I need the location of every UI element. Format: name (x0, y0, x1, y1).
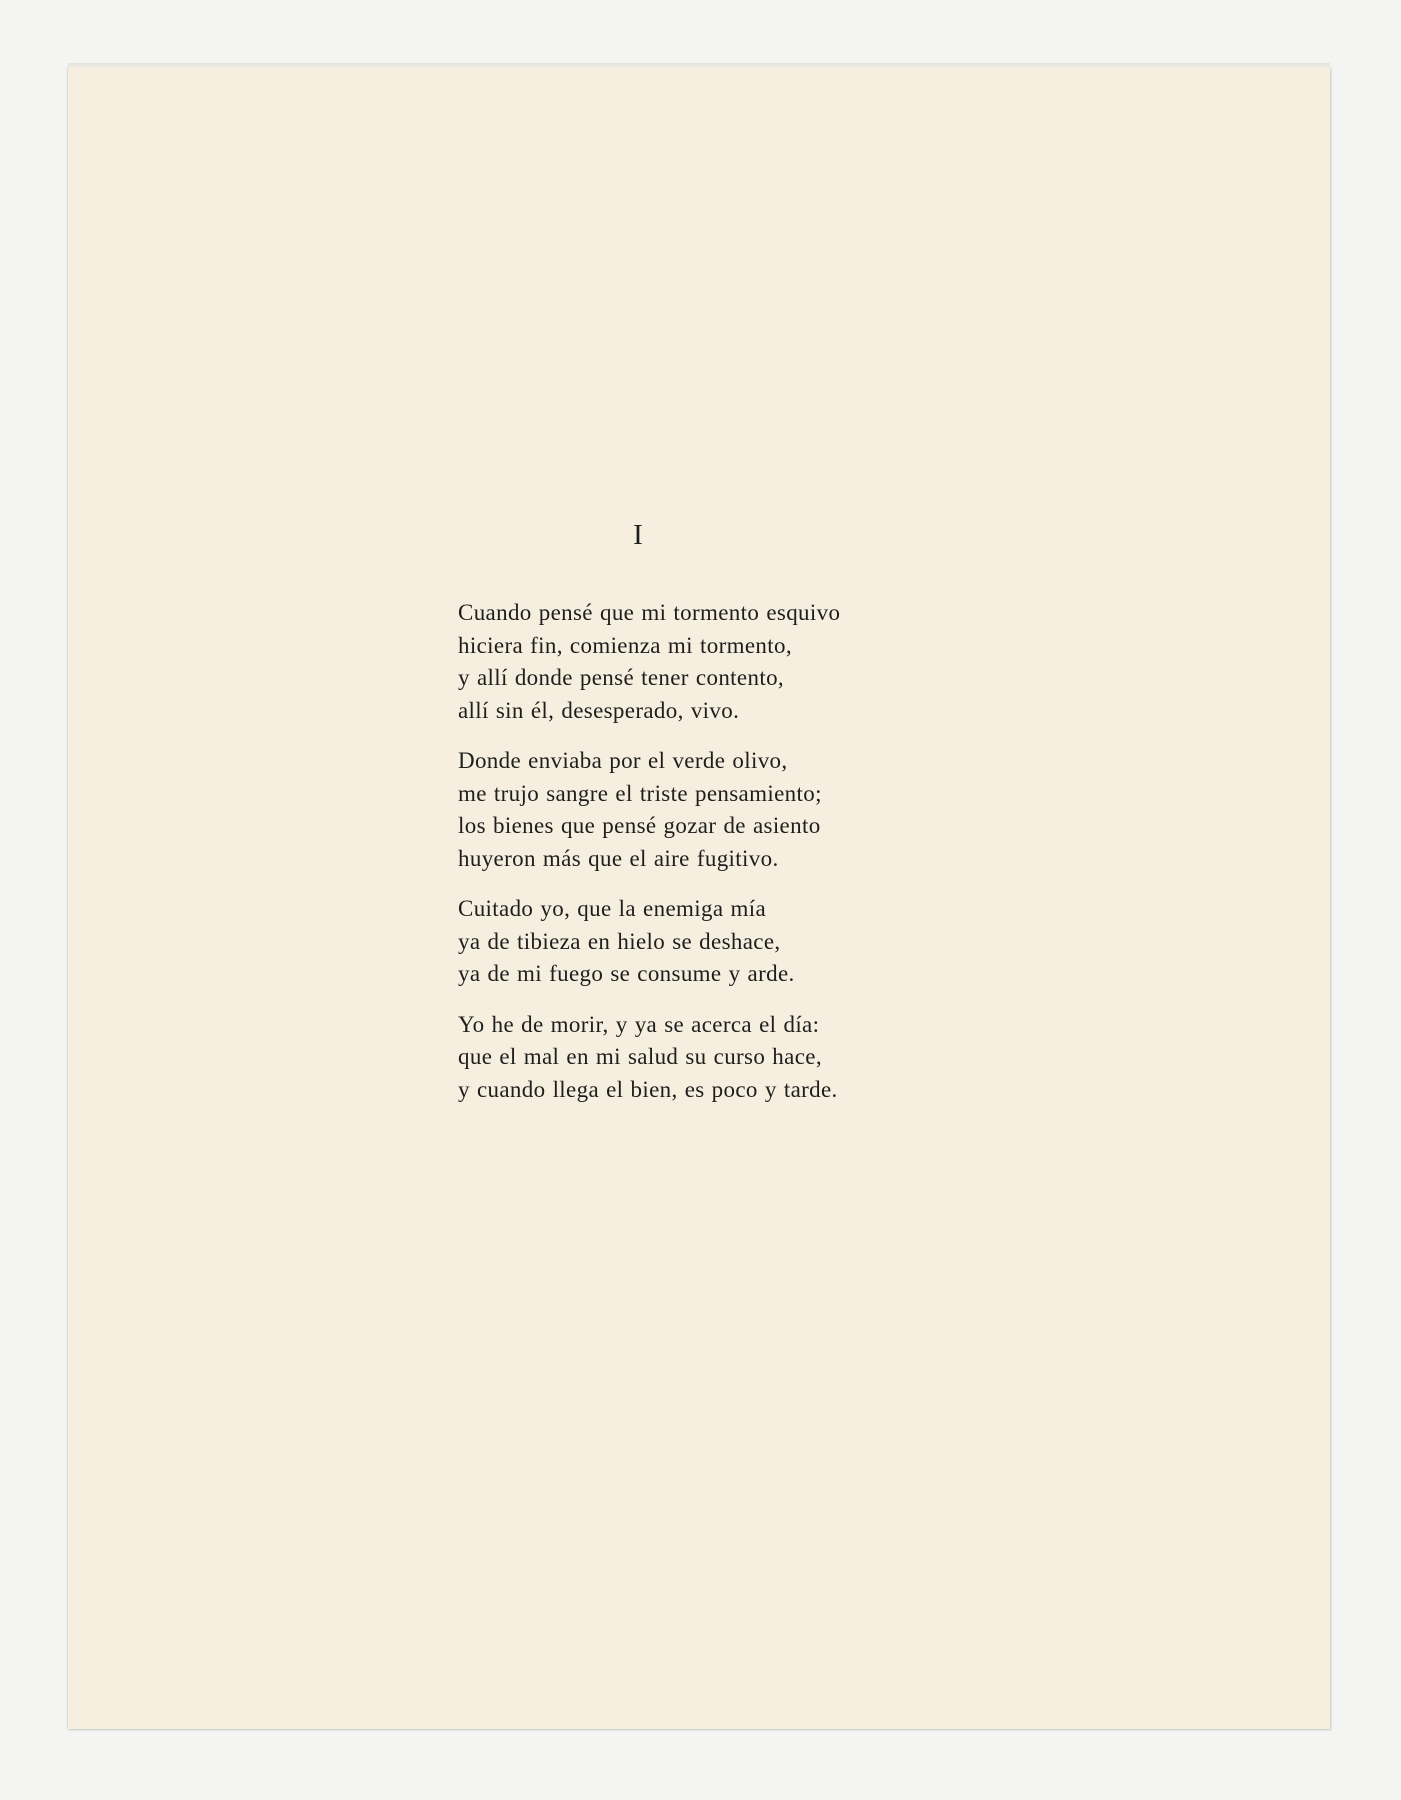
poem-line: Yo he de morir, y ya se acerca el día: (458, 1011, 820, 1037)
poem-line: hiciera fin, comienza mi tormento, (458, 632, 792, 658)
poem-line: allí sin él, desesperado, vivo. (458, 697, 740, 723)
paper-sheet (68, 67, 1330, 1729)
stanza-4 (458, 1009, 840, 1107)
poem-line: que el mal en mi salud su curso hace, (458, 1044, 822, 1069)
poem-line: y allí donde pensé tener contento, (458, 665, 785, 690)
poem-line: y cuando llega el bien, es poco y tarde. (458, 1076, 838, 1102)
poem-stanzas (458, 597, 840, 1124)
poem-line: ya de tibieza en hielo se deshace, (458, 928, 781, 954)
stanza-2 (458, 745, 840, 875)
poem-line: huyeron más que el aire fugitivo. (458, 845, 779, 871)
poem-numeral: I (633, 519, 643, 551)
poem-line: me trujo sangre el triste pensamiento; (458, 780, 822, 806)
poem-line: Donde enviaba por el verde olivo, (458, 748, 788, 773)
stanza-3 (458, 893, 840, 991)
poem-line: Cuitado yo, que la enemiga mía (458, 896, 767, 921)
poem-line: Cuando pensé que mi tormento esquivo (458, 600, 841, 625)
poem-line: los bienes que pensé gozar de asiento (458, 813, 821, 838)
poem-line: ya de mi fuego se consume y arde. (458, 961, 795, 986)
stanza-1 (458, 597, 840, 727)
